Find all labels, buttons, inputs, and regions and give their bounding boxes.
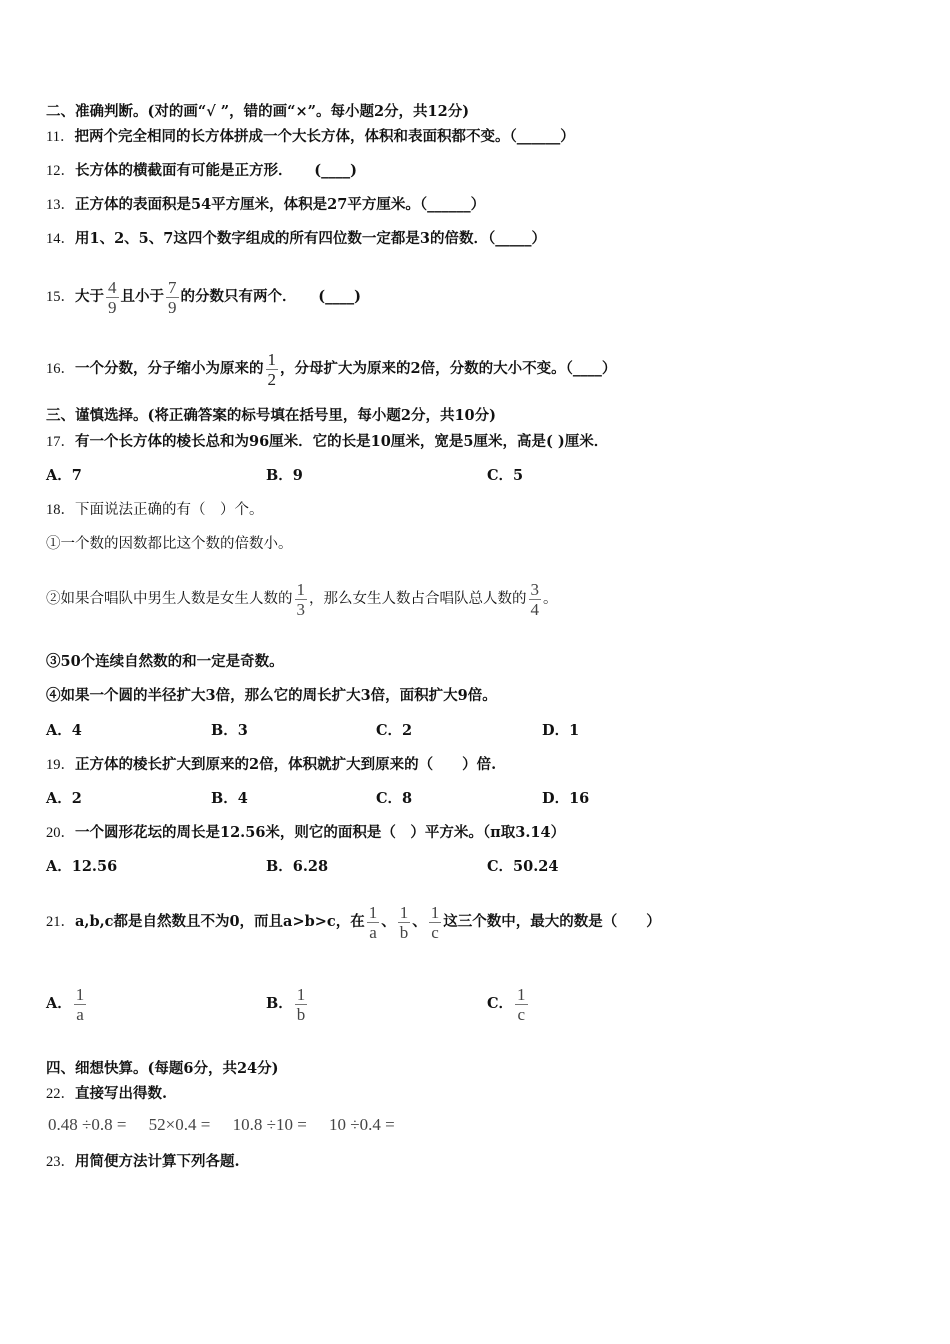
- option-d: D．16: [542, 790, 590, 807]
- option-b: B．6.28: [266, 858, 329, 875]
- fraction: $\frac{1}{3}$: [296, 579, 305, 619]
- question-11: [46, 127, 575, 147]
- fraction: $\frac{1}{a}$: [368, 902, 378, 942]
- calculation-item: 10 ÷0.4 =: [329, 1115, 395, 1134]
- statement-4: ④如果一个圆的半径扩大3倍，那么它的周长扩大3倍，面积扩大9倍。: [46, 687, 497, 704]
- option-b: B．9: [266, 467, 303, 484]
- question-text: 长方体的横截面有可能是正方形． (____): [75, 162, 357, 179]
- question-text: 这三个数中，最大的数是（ ）: [443, 913, 661, 930]
- option-a: A． $\frac{1}{a}$: [46, 984, 85, 1024]
- question-text: 把两个完全相同的长方体拼成一个大长方体，体积和表面积都不变。（______）: [74, 128, 575, 145]
- separator: 、: [381, 913, 396, 930]
- question-text: 一个圆形花坛的周长是12.56米，则它的面积是（ ）平方米。（π取3.14）: [75, 824, 566, 841]
- section2-heading: 二、准确判断。(对的画“√ ”，错的画“×”。每小题2分，共12分): [46, 103, 470, 120]
- calculation-row: [48, 1115, 413, 1135]
- question-18: [46, 500, 264, 520]
- fraction: $\frac{1}{c}$: [430, 902, 440, 942]
- statement-text: ，那么女生人数占合唱队总人数的: [309, 591, 527, 607]
- option-c: C． $\frac{1}{c}$: [487, 984, 526, 1024]
- question-number: 19．: [46, 757, 75, 773]
- question-text: ，分母扩大为原来的2倍，分数的大小不变。（____）: [280, 360, 617, 377]
- question-number: 15．: [46, 289, 75, 305]
- question-13: [46, 195, 485, 215]
- question-number: 12．: [46, 163, 75, 179]
- question-number: 20．: [46, 825, 75, 841]
- question-text: 正方体的棱长扩大到原来的2倍，体积就扩大到原来的（ ）倍.: [75, 756, 497, 773]
- statement-text: ②如果合唱队中男生人数是女生人数的: [46, 591, 293, 607]
- question-number: 14．: [46, 231, 75, 247]
- option-b: B．4: [211, 790, 248, 807]
- option-a: A．12.56: [46, 858, 118, 875]
- question-20: [46, 823, 565, 843]
- statement-3: ③50个连续自然数的和一定是奇数。: [46, 653, 284, 670]
- question-text: 用简便方法计算下列各题.: [75, 1153, 240, 1170]
- option-c: C．8: [376, 790, 413, 807]
- fraction: $\frac{1}{b}$: [399, 902, 409, 942]
- question-21: [46, 893, 661, 951]
- fraction: $\frac{1}{b}$: [296, 984, 306, 1024]
- question-number: 21．: [46, 914, 75, 930]
- statement-1: ①一个数的因数都比这个数的倍数小。: [46, 536, 293, 552]
- question-text: 用1、2、5、7这四个数字组成的所有四位数一定都是3的倍数．（_____）: [75, 230, 546, 247]
- calculation-item: 0.48 ÷0.8 =: [48, 1115, 127, 1134]
- question-22: [46, 1084, 167, 1104]
- option-b: B．3: [211, 722, 248, 739]
- option-a: A．7: [46, 467, 82, 484]
- fraction: $\frac{7}{9}$: [168, 277, 177, 317]
- fraction: $\frac{1}{a}$: [75, 984, 85, 1024]
- question-number: 23．: [46, 1154, 75, 1170]
- question-number: 16．: [46, 361, 75, 377]
- question-number: 11．: [46, 129, 75, 145]
- question-text: a,b,c都是自然数且不为0，而且a>b>c，在: [75, 913, 365, 930]
- statement-text: 。: [543, 591, 558, 607]
- question-16: [46, 340, 616, 398]
- fraction: $\frac{3}{4}$: [530, 579, 539, 619]
- question-text: 大于: [75, 288, 104, 305]
- question-number: 17．: [46, 434, 75, 450]
- option-c: C．2: [376, 722, 413, 739]
- option-c: C．5: [487, 467, 524, 484]
- calculation-item: 52×0.4 =: [148, 1115, 211, 1134]
- question-12: [46, 161, 357, 181]
- fraction: $\frac{1}{2}$: [267, 349, 276, 389]
- option-b: B． $\frac{1}{b}$: [266, 984, 306, 1024]
- option-a: A．4: [46, 722, 82, 739]
- question-text: 正方体的表面积是54平方厘米，体积是27平方厘米。（______）: [75, 196, 486, 213]
- question-text: 直接写出得数.: [75, 1085, 168, 1102]
- question-text: 且小于: [120, 288, 164, 305]
- option-a: A．2: [46, 790, 82, 807]
- statement-2: [46, 570, 558, 628]
- question-14: [46, 229, 546, 249]
- section4-heading: 四、细想快算。(每题6分，共24分): [46, 1060, 279, 1077]
- question-23: [46, 1152, 240, 1172]
- question-15: [46, 268, 361, 326]
- question-number: 18．: [46, 502, 75, 518]
- fraction: $\frac{4}{9}$: [108, 277, 117, 317]
- option-c: C．50.24: [487, 858, 559, 875]
- question-text: 有一个长方体的棱长总和为96厘米．它的长是10厘米，宽是5厘米，高是( )厘米．: [75, 433, 609, 450]
- question-17: [46, 432, 608, 452]
- question-text: 下面说法正确的有（ ）个。: [75, 502, 264, 518]
- question-text: 的分数只有两个． (____): [180, 288, 361, 305]
- separator: 、: [412, 913, 427, 930]
- question-19: [46, 755, 496, 775]
- section3-heading: 三、谨慎选择。(将正确答案的标号填在括号里，每小题2分，共10分): [46, 407, 496, 424]
- option-d: D．1: [542, 722, 580, 739]
- question-number: 13．: [46, 197, 75, 213]
- calculation-item: 10.8 ÷10 =: [232, 1115, 307, 1134]
- fraction: $\frac{1}{c}$: [517, 984, 526, 1024]
- question-text: 一个分数，分子缩小为原来的: [75, 360, 264, 377]
- question-number: 22．: [46, 1086, 75, 1102]
